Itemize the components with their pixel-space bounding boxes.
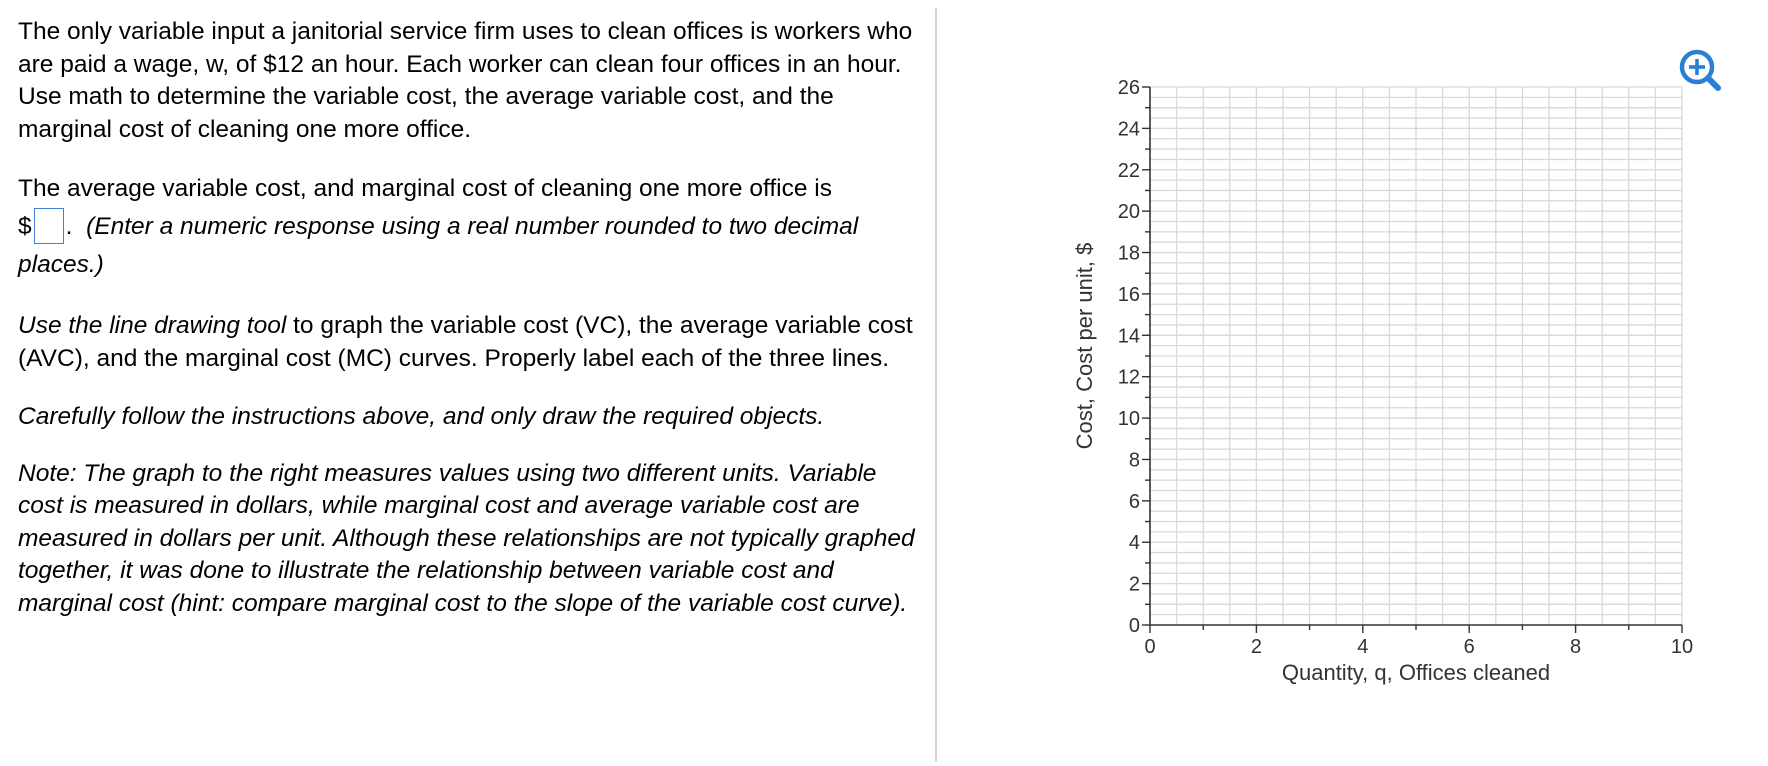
graph-ticks bbox=[1118, 77, 1693, 658]
dollar-sign: $ bbox=[18, 213, 32, 240]
x-tick-label: 0 bbox=[1144, 636, 1156, 658]
graph-note: Note: The graph to the right measures values using two different units. Variable cost is measured in dollars, while marginal cost and average variable cost are measured in dollars per unit. Although these relationships are not typically graphed together, it was done to illustrate the relationship between variable cost and marginal cost (hint: compare marginal cost to the slope of the variable cost curve). bbox=[18, 459, 915, 617]
y-axis-label: Cost, Cost per unit, $ bbox=[1072, 242, 1097, 450]
x-tick-label: 10 bbox=[1670, 636, 1694, 658]
y-tick-label: 16 bbox=[1117, 283, 1140, 306]
follow-instructions: Carefully follow the instructions above, and only draw the required objects. bbox=[18, 403, 825, 430]
x-tick-label: 8 bbox=[1570, 636, 1582, 658]
answer-instruction: (Enter a numeric response using a real number rounded to two decimal places.) bbox=[18, 213, 859, 278]
y-tick-label: 10 bbox=[1117, 408, 1140, 431]
answer-prompt-text: The average variable cost, and marginal cost of cleaning one more office is bbox=[18, 175, 832, 202]
y-tick-label: 14 bbox=[1117, 325, 1140, 348]
y-tick-label: 26 bbox=[1117, 77, 1140, 99]
draw-instruction-rest: to graph the variable cost (VC), the average variable cost (AVC), and the marginal cost (MC) curves. Properly label each of the three lines. bbox=[18, 312, 913, 372]
y-tick-label: 22 bbox=[1117, 159, 1140, 182]
x-tick-label: 6 bbox=[1463, 636, 1475, 658]
x-tick-label: 4 bbox=[1357, 636, 1369, 658]
y-tick-label: 4 bbox=[1128, 532, 1140, 555]
y-tick-label: 12 bbox=[1117, 366, 1140, 389]
y-tick-label: 18 bbox=[1117, 242, 1140, 265]
question-intro: The only variable input a janitorial service firm uses to clean offices is workers who are paid a wage, w, of $12 an hour. Each worker can clean four offices in an hour. Use math to determine the variable cost, the average variable cost, and the marginal cost of cleaning one more office. bbox=[18, 18, 913, 143]
answer-suffix: . bbox=[65, 213, 73, 240]
y-tick-label: 0 bbox=[1128, 615, 1140, 637]
y-tick-label: 6 bbox=[1128, 490, 1140, 513]
x-axis-label: Quantity, q, Offices cleaned bbox=[1281, 660, 1551, 685]
zoom-in-button[interactable] bbox=[1682, 52, 1718, 88]
x-tick-label: 2 bbox=[1250, 636, 1262, 658]
y-tick-label: 24 bbox=[1117, 118, 1140, 141]
y-tick-label: 8 bbox=[1128, 449, 1140, 472]
y-tick-label: 2 bbox=[1128, 573, 1140, 596]
graph-grid bbox=[1150, 87, 1682, 625]
y-tick-label: 20 bbox=[1117, 201, 1140, 224]
line-tool-reference: Use the line drawing tool bbox=[18, 312, 287, 339]
zoom-in-icon bbox=[1682, 52, 1718, 88]
